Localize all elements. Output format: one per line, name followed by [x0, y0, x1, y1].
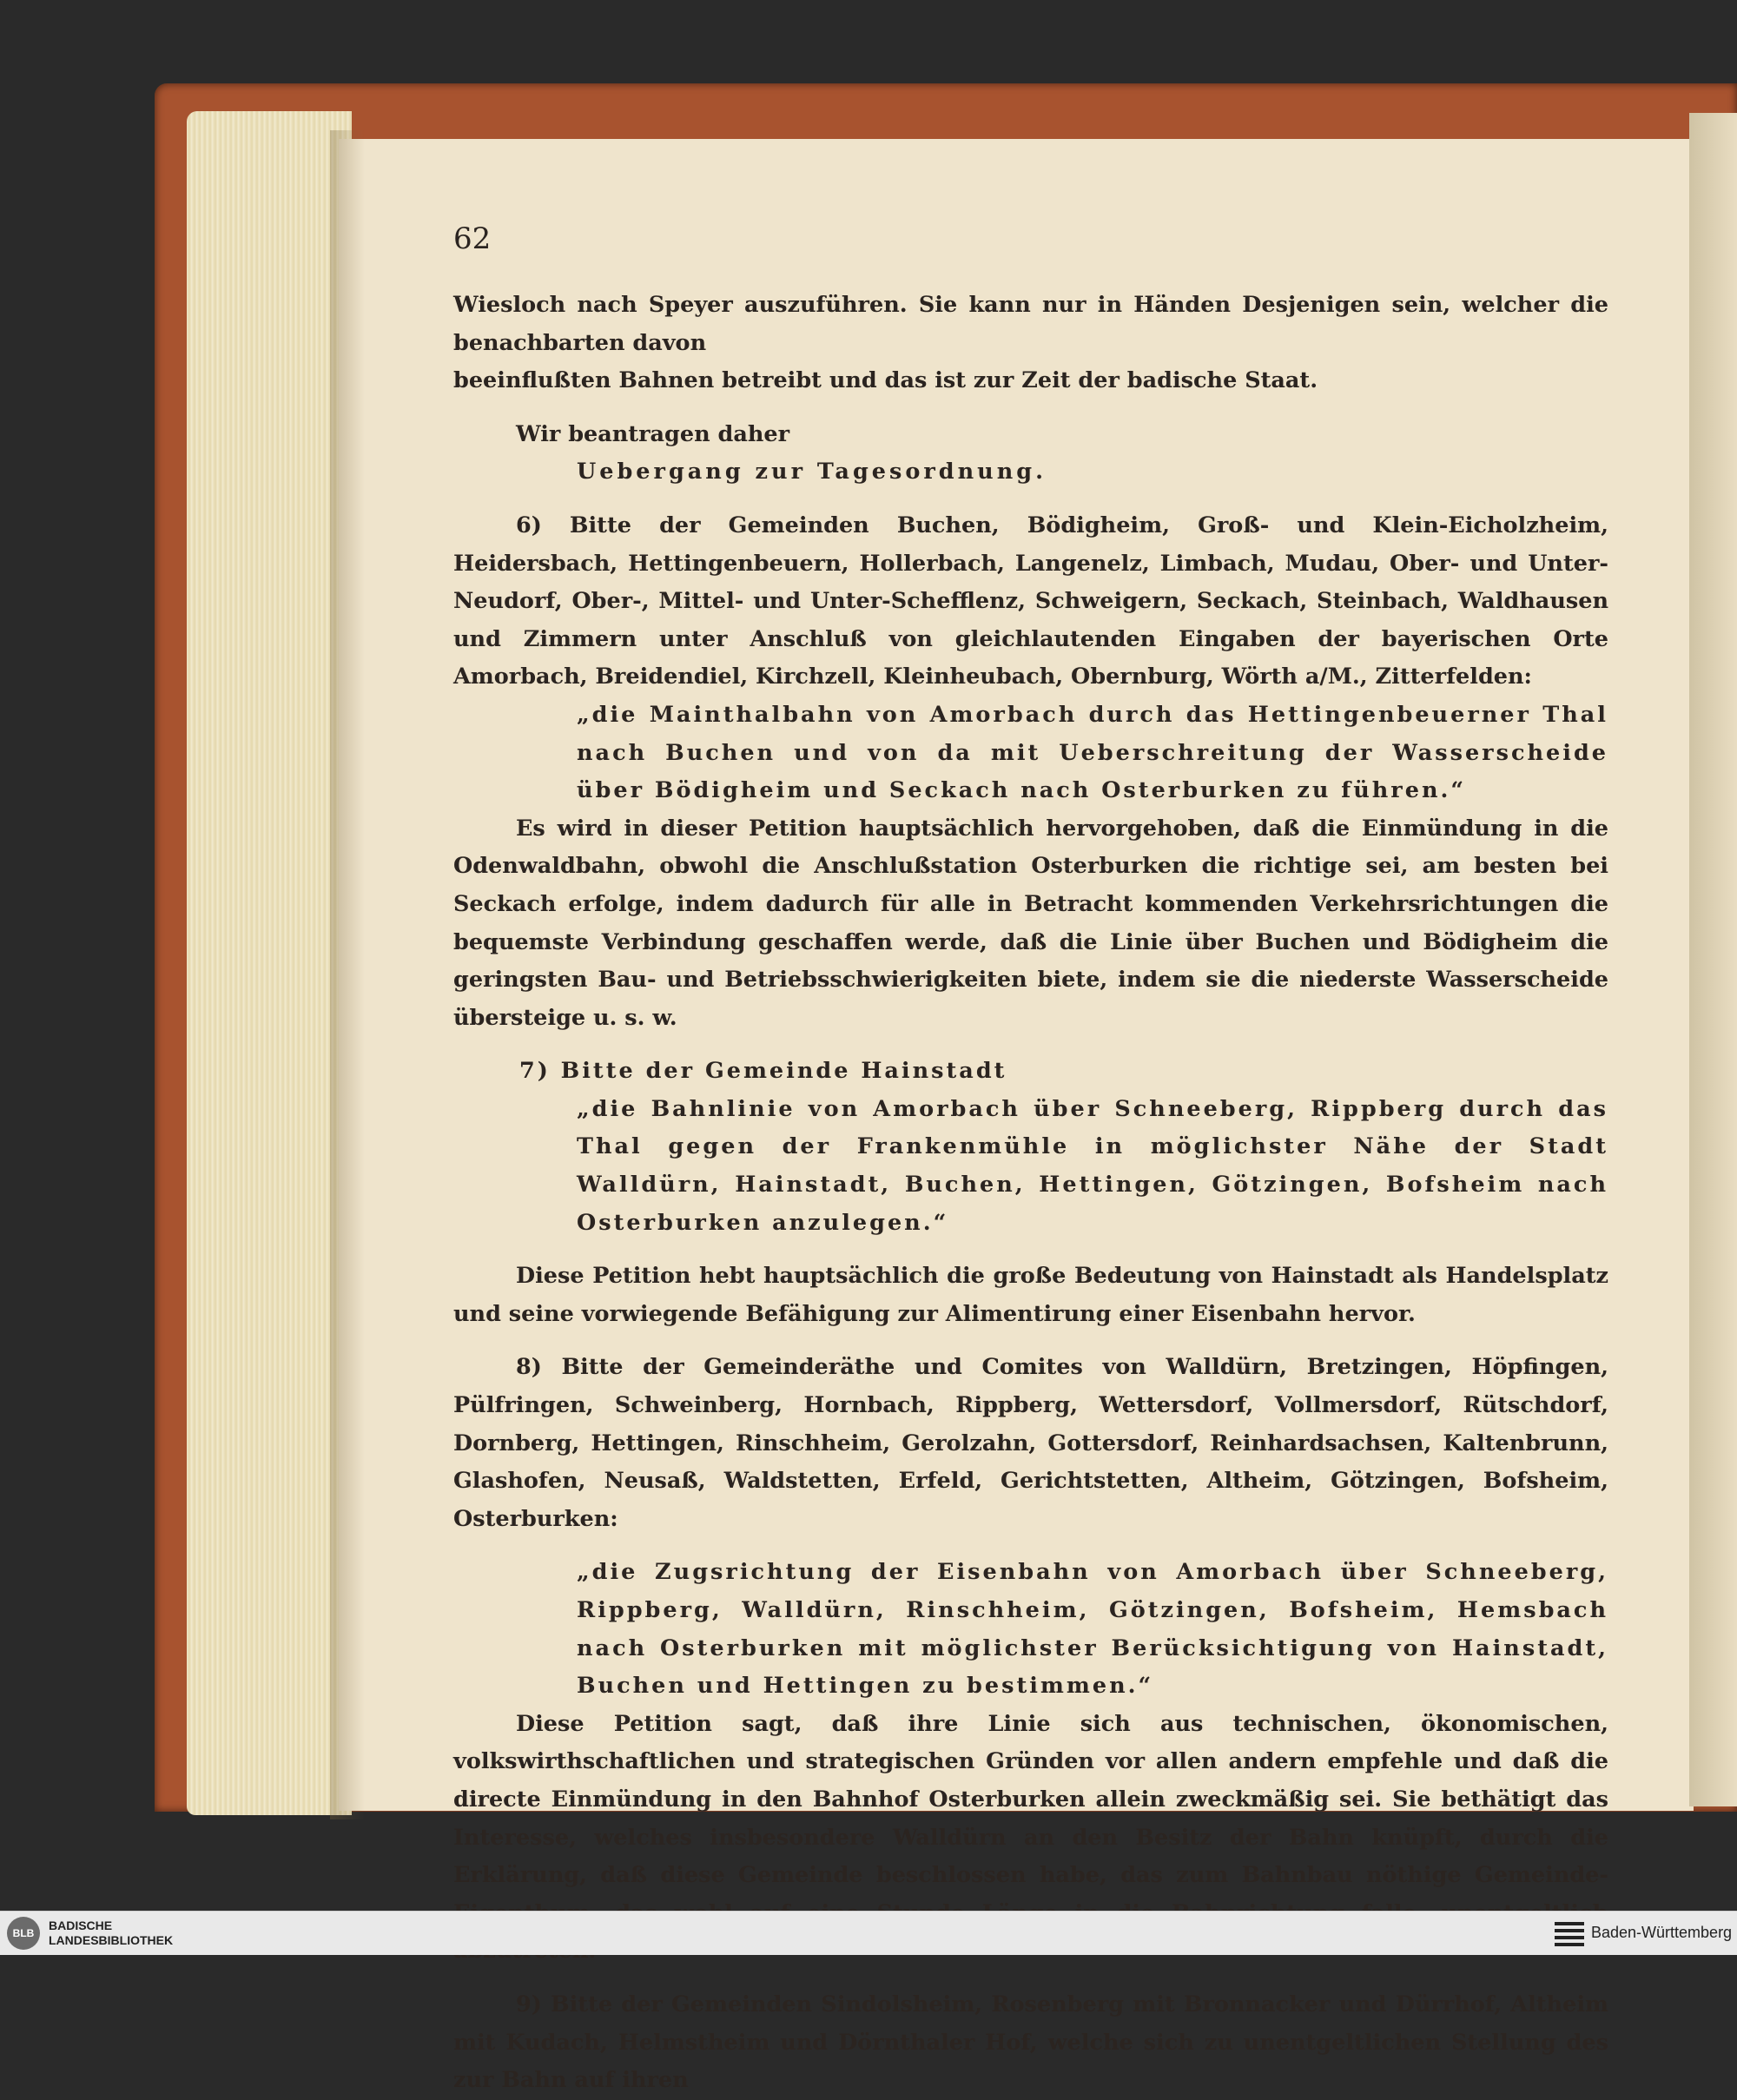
text-line: Wir beantragen daher [516, 420, 790, 447]
page-gutter-shadow [330, 130, 365, 1819]
text-line: beeinflußten Bahnen betreibt und das ist zur Zeit der badische Staat. [453, 367, 1318, 394]
petition-7-heading: 7) Bitte der Gemeinde Hainstadt [519, 1058, 1007, 1085]
petition-8-quote: „die Zugsrichtung der Eisenbahn von Amorbach über Schneeberg, Rippberg, Walldürn, Rinschheim, Götzingen, Bofsheim, Hemsbach nach Osterburken mit möglichster Berücksichtigung von Hainstadt, Buchen und Hettingen zu bestimmen.“ [577, 1559, 1608, 1700]
petition-7-quote: „die Bahnlinie von Amorbach über Schneeberg, Rippberg durch das Thal gegen der Frankenmühle in möglichster Nähe der Stadt Walldürn, Hainstadt, Buchen, Hettingen, Götzingen, Bofsheim nach Osterburken anzulegen.“ [577, 1095, 1608, 1236]
page-edges [187, 111, 352, 1815]
blb-library-name [49, 1918, 222, 1948]
viewer-footer [0, 1911, 1737, 1955]
page-number: 62 [453, 221, 492, 256]
petition-6-commentary: Es wird in dieser Petition hauptsächlich hervorgehoben, daß die Einmündung in die Odenwaldbahn, obwohl die Anschlußstation Osterburken die richtige sei, am besten bei Seckach erfolge, indem dadurch für alle in Betracht kommenden Verkehrsrichtungen die bequemste Verbindung geschaffen werde, daß die Linie über Buchen und Bödigheim die geringsten Bau- und Betriebsschwierigkeiten biete, indem sie die niederste Wasserscheide übersteige u. s. w. [453, 815, 1608, 1031]
petition-9-paragraph: 9) Bitte der Gemeinden Sindolsheim, Rosenberg mit Bronnacker und Dürrhof, Altheim mit Kudach, Helmstheim und Dörnthaler Hof, welche sich zu unentgeltlichen Stellung des zur Bahn auf ihren [453, 1991, 1608, 2094]
petition-6-paragraph: 6) Bitte der Gemeinden Buchen, Bödigheim, Groß- und Klein-Eicholzheim, Heidersbach, Hettingenbeuern, Hollerbach, Langenelz, Limbach, Mudau, Ober- und Unter-Neudorf, Ober-, Mittel- und Unter-Schefflenz, Schweigern, Seckach, Steinbach, Waldhausen und Zimmern unter Anschluß von gleichlautenden Eingaben der bayerischen Orte Amorbach, Breidendiel, Kirchzell, Kleinheubach, Obernburg, Wörth a/M., Zitterfelden: [453, 512, 1608, 690]
next-page-edge [1689, 113, 1737, 1806]
petition-8-commentary: Diese Petition sagt, daß ihre Linie sich aus technischen, ökonomischen, volkswirthschaftlichen und strategischen Gründen vor allen andern empfehle und daß die directe Einmündung in den Bahnhof Osterburken allein zweckmäßig sei. Sie bethätigt das Interesse, welches insbesondere Walldürn an den Besitz der Bahn knüpft, durch die Erklärung, daß diese Gemeinde beschlossen habe, das zum Bahnbau nöthige Gemeinde- [453, 1710, 1608, 1889]
petition-8-paragraph: 8) Bitte der Gemeinderäthe und Comites von Walldürn, Bretzingen, Höpfingen, Pülfringen, Schweinberg, Hornbach, Rippberg, Wettersdorf, Vollmersdorf, Rütschdorf, Dornberg, Hettingen, Rinschheim, Gerolzahn, Gottersdorf, Reinhardsachsen, Kaltenbrunn, Glashofen, Neusaß, Waldstetten, Erfeld, Gerichtstetten, Altheim, Götzingen, Bofsheim, Osterburken: [453, 1354, 1608, 1532]
text-line: Uebergang zur Tagesordnung. [577, 459, 1047, 485]
blb-name-line2: LANDESBIBLIOTHEK [49, 1933, 174, 1947]
baden-wuerttemberg-label[interactable]: Baden-Württemberg [1591, 1924, 1733, 1941]
baden-wuerttemberg-crest-icon [1555, 1922, 1584, 1946]
petition-7-commentary: Diese Petition hebt hauptsächlich die große Bedeutung von Hainstadt als Handelsplatz und seine vorwiegende Befähigung zur Alimentirung einer Eisenbahn hervor. [453, 1263, 1608, 1327]
petition-6-quote: „die Mainthalbahn von Amorbach durch das Hettingenbeuerner Thal nach Buchen und von da mit Ueberschreitung der Wasserscheide über Bödigheim und Seckach nach Osterburken zu führen.“ [577, 701, 1608, 804]
blb-logo[interactable]: BLB [7, 1917, 40, 1950]
text-line: Wiesloch nach Speyer auszuführen. Sie kann nur in Händen Desjenigen sein, welcher die benachbarten davon [453, 292, 1608, 356]
blb-name-line1: BADISCHE [49, 1918, 113, 1932]
page-text [453, 287, 1608, 2100]
